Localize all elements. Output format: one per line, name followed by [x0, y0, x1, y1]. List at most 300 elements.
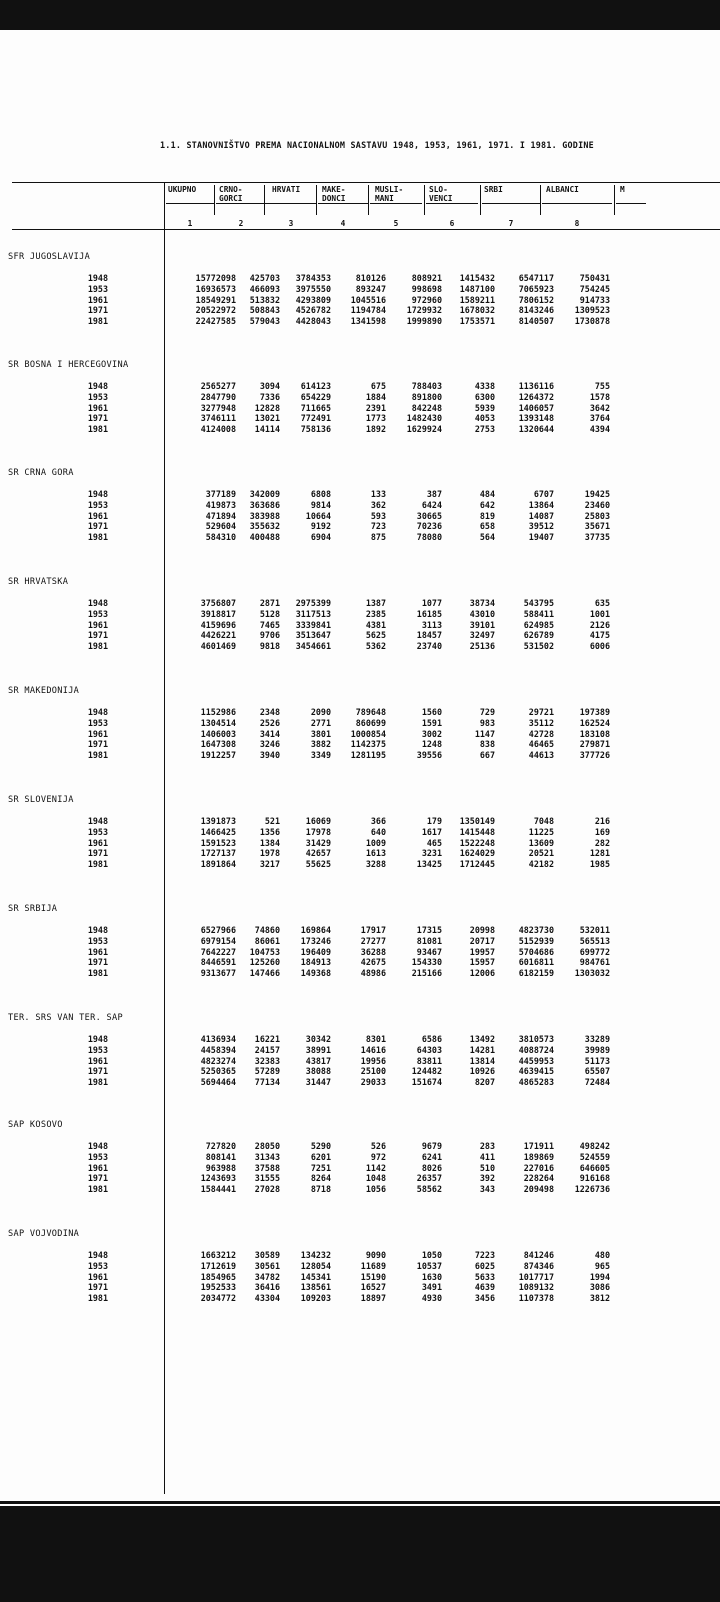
region-name: SR MAKEDONIJA	[8, 686, 80, 696]
table-cell: 11225	[528, 826, 554, 837]
table-cell: 55625	[305, 859, 331, 870]
table-cell: 471894	[205, 510, 236, 521]
column-header-underline	[542, 203, 612, 204]
region-name: SR SRBIJA	[8, 904, 58, 914]
column-header-label: HRVATI	[272, 185, 301, 194]
table-cell: 4426221	[200, 630, 236, 641]
table-cell: 104753	[249, 946, 280, 957]
table-cell: 1415448	[459, 826, 495, 837]
region-name: SR BOSNA I HERCEGOVINA	[8, 360, 129, 370]
table-cell: 1243693	[200, 1173, 236, 1184]
table-cell: 2771	[310, 717, 331, 728]
table-cell: 8301	[365, 1034, 386, 1044]
table-row	[0, 707, 720, 717]
table-cell: 916168	[579, 1173, 610, 1184]
table-cell: 283	[479, 1141, 495, 1151]
table-row	[0, 1056, 720, 1066]
table-cell: 6527966	[200, 925, 236, 935]
table-cell: 1089132	[518, 1282, 554, 1293]
region-name: SFR JUGOSLAVIJA	[8, 252, 91, 262]
table-row	[0, 718, 720, 728]
census-year: 1953	[87, 499, 108, 510]
table-cell: 8718	[310, 1184, 331, 1195]
table-row	[0, 316, 720, 326]
table-cell: 3086	[589, 1282, 610, 1293]
table-row	[0, 750, 720, 760]
table-cell: 4458394	[200, 1044, 236, 1055]
census-year: 1948	[87, 489, 108, 499]
table-cell: 4293809	[295, 294, 331, 305]
table-cell: 1147	[474, 728, 495, 739]
table-cell: 4823730	[518, 925, 554, 935]
census-year: 1953	[87, 1044, 108, 1055]
table-cell: 1487100	[459, 283, 495, 294]
table-row	[0, 816, 720, 826]
table-top-rule	[12, 182, 720, 183]
table-cell: 1892	[365, 424, 386, 435]
table-cell: 531502	[523, 641, 554, 652]
table-cell: 5625	[365, 630, 386, 641]
table-cell: 584310	[205, 532, 236, 543]
table-cell: 28050	[254, 1141, 280, 1151]
table-row	[0, 630, 720, 640]
table-cell: 521	[264, 816, 280, 826]
table-cell: 342009	[249, 489, 280, 499]
table-cell: 1591523	[200, 837, 236, 848]
table-cell: 891800	[411, 391, 442, 402]
table-cell: 7806152	[518, 294, 554, 305]
table-cell: 169	[594, 826, 610, 837]
column-divider	[264, 185, 265, 215]
column-header-label: SLO- VENCI	[429, 185, 453, 203]
table-cell: 78080	[416, 532, 442, 543]
table-cell: 2090	[310, 707, 331, 717]
column-header-label: M	[620, 185, 625, 194]
table-cell: 20522972	[195, 305, 236, 316]
table-cell: 1624029	[459, 848, 495, 859]
table-cell: 1891864	[200, 859, 236, 870]
table-cell: 3764	[589, 413, 610, 424]
scan-top-border	[0, 0, 720, 30]
table-cell: 377189	[205, 489, 236, 499]
table-cell: 1264372	[518, 391, 554, 402]
table-cell: 7336	[259, 391, 280, 402]
table-cell: 38991	[305, 1044, 331, 1055]
table-cell: 484	[479, 489, 495, 499]
table-cell: 1107378	[518, 1293, 554, 1304]
table-cell: 6025	[474, 1260, 495, 1271]
table-cell: 13021	[254, 413, 280, 424]
table-cell: 33289	[584, 1034, 610, 1044]
table-cell: 10664	[305, 510, 331, 521]
table-cell: 4639	[474, 1282, 495, 1293]
column-header-label: MAKE- DONCI	[322, 185, 346, 203]
column-number: 1	[187, 219, 193, 228]
table-cell: 377726	[579, 750, 610, 761]
table-cell: 3784353	[295, 273, 331, 283]
column-number: 6	[449, 219, 455, 228]
census-year: 1961	[87, 1271, 108, 1282]
census-year: 1948	[87, 925, 108, 935]
table-cell: 754245	[579, 283, 610, 294]
table-cell: 363686	[249, 499, 280, 510]
census-year: 1948	[87, 816, 108, 826]
table-cell: 3414	[259, 728, 280, 739]
table-cell: 729	[479, 707, 495, 717]
scan-bottom-border	[0, 1504, 720, 1602]
table-cell: 1001	[589, 608, 610, 619]
table-cell: 9090	[365, 1250, 386, 1260]
table-row	[0, 1293, 720, 1303]
table-cell: 2348	[259, 707, 280, 717]
column-divider	[368, 185, 369, 215]
table-cell: 23460	[584, 499, 610, 510]
table-cell: 4601469	[200, 641, 236, 652]
census-year: 1971	[87, 630, 108, 641]
table-cell: 57289	[254, 1066, 280, 1077]
table-cell: 387	[426, 489, 442, 499]
table-cell: 640	[370, 826, 386, 837]
table-cell: 1712445	[459, 859, 495, 870]
census-year: 1981	[87, 641, 108, 652]
table-cell: 6201	[310, 1151, 331, 1162]
table-cell: 758136	[300, 424, 331, 435]
table-cell: 1729932	[406, 305, 442, 316]
table-cell: 183108	[579, 728, 610, 739]
census-year: 1961	[87, 1162, 108, 1173]
table-cell: 7223	[474, 1250, 495, 1260]
table-row	[0, 968, 720, 978]
table-cell: 30665	[416, 510, 442, 521]
table-cell: 1356	[259, 826, 280, 837]
table-cell: 3456	[474, 1293, 495, 1304]
table-cell: 789648	[355, 707, 386, 717]
census-year: 1971	[87, 1282, 108, 1293]
table-cell: 13492	[469, 1034, 495, 1044]
table-cell: 383988	[249, 510, 280, 521]
table-cell: 5633	[474, 1271, 495, 1282]
census-year: 1961	[87, 728, 108, 739]
table-cell: 5290	[310, 1141, 331, 1151]
column-divider	[164, 185, 165, 215]
table-cell: 25136	[469, 641, 495, 652]
region-name: SAP KOSOVO	[8, 1120, 63, 1130]
table-cell: 1578	[589, 391, 610, 402]
table-cell: 17978	[305, 826, 331, 837]
table-cell: 480	[594, 1250, 610, 1260]
table-cell: 1009	[365, 837, 386, 848]
census-year: 1961	[87, 837, 108, 848]
table-cell: 8026	[421, 1162, 442, 1173]
table-cell: 1994	[589, 1271, 610, 1282]
table-cell: 1017717	[518, 1271, 554, 1282]
table-row	[0, 598, 720, 608]
table-cell: 1393148	[518, 413, 554, 424]
table-cell: 1629924	[406, 424, 442, 435]
table-row	[0, 957, 720, 967]
table-cell: 38734	[469, 598, 495, 608]
table-cell: 51173	[584, 1055, 610, 1066]
table-cell: 529604	[205, 521, 236, 532]
table-cell: 162524	[579, 717, 610, 728]
table-cell: 171911	[523, 1141, 554, 1151]
table-row	[0, 1066, 720, 1076]
table-cell: 3746111	[200, 413, 236, 424]
table-cell: 3117513	[295, 608, 331, 619]
table-cell: 3801	[310, 728, 331, 739]
table-cell: 6016811	[518, 957, 554, 968]
table-cell: 2847790	[200, 391, 236, 402]
table-cell: 819	[479, 510, 495, 521]
table-cell: 30342	[305, 1034, 331, 1044]
table-cell: 29033	[360, 1077, 386, 1088]
table-cell: 425703	[249, 273, 280, 283]
table-cell: 1281195	[350, 750, 386, 761]
table-cell: 48986	[360, 968, 386, 979]
census-year: 1948	[87, 1141, 108, 1151]
table-cell: 875	[370, 532, 386, 543]
table-cell: 362	[370, 499, 386, 510]
table-cell: 39512	[528, 521, 554, 532]
table-cell: 963988	[205, 1162, 236, 1173]
column-divider	[540, 185, 541, 215]
table-cell: 4053	[474, 413, 495, 424]
column-header-label: CRNO- GORCI	[219, 185, 243, 203]
table-cell: 4136934	[200, 1034, 236, 1044]
table-cell: 355632	[249, 521, 280, 532]
table-cell: 3882	[310, 739, 331, 750]
table-row	[0, 521, 720, 531]
census-year: 1981	[87, 316, 108, 327]
table-cell: 3491	[421, 1282, 442, 1293]
table-cell: 1630	[421, 1271, 442, 1282]
table-cell: 173246	[300, 935, 331, 946]
table-cell: 3454661	[295, 641, 331, 652]
table-row	[0, 925, 720, 935]
table-row	[0, 1034, 720, 1044]
table-row	[0, 838, 720, 848]
column-number: 3	[288, 219, 294, 228]
table-cell: 15957	[469, 957, 495, 968]
table-cell: 808921	[411, 273, 442, 283]
table-row	[0, 424, 720, 434]
table-cell: 810126	[355, 273, 386, 283]
table-cell: 1050	[421, 1250, 442, 1260]
table-cell: 279871	[579, 739, 610, 750]
column-header-label: UKUPNO	[168, 185, 197, 194]
table-cell: 1912257	[200, 750, 236, 761]
table-cell: 675	[370, 381, 386, 391]
table-cell: 43010	[469, 608, 495, 619]
table-cell: 3642	[589, 402, 610, 413]
table-cell: 93467	[416, 946, 442, 957]
census-year: 1948	[87, 1250, 108, 1260]
census-year: 1948	[87, 598, 108, 608]
table-cell: 1248	[421, 739, 442, 750]
table-cell: 3975550	[295, 283, 331, 294]
table-cell: 145341	[300, 1271, 331, 1282]
census-year: 1953	[87, 717, 108, 728]
table-cell: 658	[479, 521, 495, 532]
census-year: 1981	[87, 1293, 108, 1304]
table-cell: 2526	[259, 717, 280, 728]
table-cell: 5250365	[200, 1066, 236, 1077]
table-cell: 513832	[249, 294, 280, 305]
table-cell: 6424	[421, 499, 442, 510]
table-cell: 1406057	[518, 402, 554, 413]
column-number: 5	[393, 219, 399, 228]
table-cell: 3339841	[295, 619, 331, 630]
table-cell: 4381	[365, 619, 386, 630]
census-year: 1971	[87, 957, 108, 968]
region-name: SR CRNA GORA	[8, 468, 74, 478]
table-row	[0, 1163, 720, 1173]
table-cell: 31343	[254, 1151, 280, 1162]
table-cell: 169864	[300, 925, 331, 935]
table-cell: 3756807	[200, 598, 236, 608]
table-cell: 14281	[469, 1044, 495, 1055]
table-cell: 3940	[259, 750, 280, 761]
table-cell: 699772	[579, 946, 610, 957]
census-year: 1981	[87, 1077, 108, 1088]
census-year: 1948	[87, 273, 108, 283]
table-cell: 4459953	[518, 1055, 554, 1066]
table-cell: 5362	[365, 641, 386, 652]
table-cell: 6904	[310, 532, 331, 543]
census-year: 1953	[87, 1151, 108, 1162]
table-cell: 23740	[416, 641, 442, 652]
table-cell: 184913	[300, 957, 331, 968]
table-cell: 524559	[579, 1151, 610, 1162]
region-name: SR HRVATSKA	[8, 577, 69, 587]
table-row	[0, 381, 720, 391]
table-cell: 36416	[254, 1282, 280, 1293]
table-cell: 13814	[469, 1055, 495, 1066]
table-cell: 4175	[589, 630, 610, 641]
table-cell: 17917	[360, 925, 386, 935]
table-cell: 1482430	[406, 413, 442, 424]
table-cell: 6586	[421, 1034, 442, 1044]
table-cell: 6808	[310, 489, 331, 499]
table-cell: 366	[370, 816, 386, 826]
table-cell: 3349	[310, 750, 331, 761]
table-row	[0, 729, 720, 739]
table-cell: 12828	[254, 402, 280, 413]
table-cell: 4159696	[200, 619, 236, 630]
table-cell: 2975399	[295, 598, 331, 608]
census-year: 1971	[87, 1173, 108, 1184]
table-cell: 70236	[416, 521, 442, 532]
table-cell: 1415432	[459, 273, 495, 283]
table-cell: 1589211	[459, 294, 495, 305]
table-cell: 1591	[421, 717, 442, 728]
table-row	[0, 413, 720, 423]
table-cell: 12006	[469, 968, 495, 979]
table-cell: 1281	[589, 848, 610, 859]
table-cell: 72484	[584, 1077, 610, 1088]
table-cell: 646605	[579, 1162, 610, 1173]
column-header-underline	[266, 203, 316, 204]
column-divider	[316, 185, 317, 215]
table-cell: 1142375	[350, 739, 386, 750]
table-cell: 11689	[360, 1260, 386, 1271]
table-cell: 34782	[254, 1271, 280, 1282]
table-cell: 14114	[254, 424, 280, 435]
census-year: 1961	[87, 510, 108, 521]
table-cell: 30561	[254, 1260, 280, 1271]
table-cell: 4639415	[518, 1066, 554, 1077]
table-cell: 564	[479, 532, 495, 543]
table-cell: 2565277	[200, 381, 236, 391]
table-cell: 642	[479, 499, 495, 510]
table-cell: 6182159	[518, 968, 554, 979]
column-divider	[214, 185, 215, 215]
table-cell: 3217	[259, 859, 280, 870]
table-cell: 3812	[589, 1293, 610, 1304]
table-cell: 972	[370, 1151, 386, 1162]
table-cell: 1045516	[350, 294, 386, 305]
table-cell: 25803	[584, 510, 610, 521]
column-header-underline	[318, 203, 368, 204]
table-cell: 151674	[411, 1077, 442, 1088]
table-cell: 19957	[469, 946, 495, 957]
table-cell: 16185	[416, 608, 442, 619]
table-cell: 1152986	[200, 707, 236, 717]
census-year: 1953	[87, 935, 108, 946]
table-row	[0, 500, 720, 510]
table-cell: 19407	[528, 532, 554, 543]
table-cell: 893247	[355, 283, 386, 294]
table-cell: 30589	[254, 1250, 280, 1260]
table-cell: 42728	[528, 728, 554, 739]
table-cell: 614123	[300, 381, 331, 391]
column-header-underline	[216, 203, 266, 204]
table-cell: 16936573	[195, 283, 236, 294]
table-cell: 1730878	[574, 316, 610, 327]
census-year: 1981	[87, 1184, 108, 1195]
table-cell: 37735	[584, 532, 610, 543]
column-number: 4	[340, 219, 346, 228]
column-header-label: SRBI	[484, 185, 503, 194]
table-cell: 1194784	[350, 305, 386, 316]
table-cell: 5704686	[518, 946, 554, 957]
table-row	[0, 532, 720, 542]
table-cell: 8264	[310, 1173, 331, 1184]
census-year: 1971	[87, 848, 108, 859]
table-cell: 228264	[523, 1173, 554, 1184]
table-cell: 44613	[528, 750, 554, 761]
table-cell: 1048	[365, 1173, 386, 1184]
census-year: 1971	[87, 413, 108, 424]
table-cell: 7465	[259, 619, 280, 630]
column-header-underline	[482, 203, 540, 204]
table-cell: 42657	[305, 848, 331, 859]
table-cell: 20998	[469, 925, 495, 935]
table-cell: 1309523	[574, 305, 610, 316]
column-number: 2	[238, 219, 244, 228]
census-year: 1948	[87, 381, 108, 391]
table-cell: 26357	[416, 1173, 442, 1184]
table-cell: 4338	[474, 381, 495, 391]
table-cell: 197389	[579, 707, 610, 717]
table-cell: 1466425	[200, 826, 236, 837]
table-cell: 42675	[360, 957, 386, 968]
table-row	[0, 620, 720, 630]
table-cell: 3002	[421, 728, 442, 739]
table-cell: 125260	[249, 957, 280, 968]
table-cell: 3918817	[200, 608, 236, 619]
table-cell: 972960	[411, 294, 442, 305]
